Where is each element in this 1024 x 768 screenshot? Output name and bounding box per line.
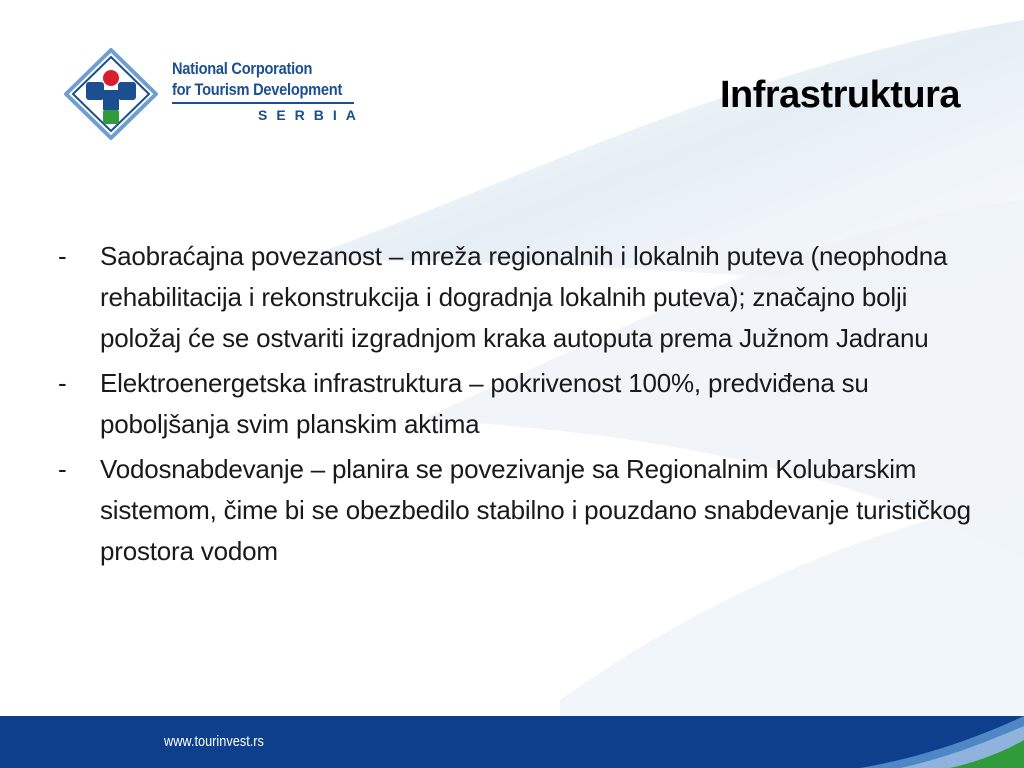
brand-logo (56, 44, 365, 144)
footer-bar (0, 716, 1024, 768)
bullet-dash: - (58, 368, 67, 398)
bullet-dash: - (58, 454, 67, 484)
tourism-cross-logo-icon (56, 44, 166, 144)
brand-name-line2: for Tourism Development (172, 80, 343, 99)
bullet-list (58, 236, 978, 576)
footer-website-link[interactable]: www.tourinvest.rs (164, 733, 264, 750)
slide-title: Infrastruktura (719, 74, 960, 116)
bullet-text: Elektroenergetska infrastruktura – pokrivenost 100%, predviđena su poboljšanja svim planskim aktima (100, 368, 869, 439)
bullet-text: Saobraćajna povezanost – mreža regionalnih i lokalnih puteva (neophodna rehabilitacija i rekonstrukcija i dogradnja lokalnih puteva); značajno bolji položaj će se ostvariti izgradnjom kraka autoputa prema Južnom Jadranu (100, 241, 948, 353)
bullet-item (58, 363, 978, 445)
brand-country: SERBIA (258, 107, 365, 123)
brand-divider (172, 102, 354, 104)
bullet-item (58, 449, 978, 572)
bullet-dash: - (58, 241, 67, 271)
bullet-item (58, 236, 978, 359)
brand-name-line1: National Corporation (172, 59, 313, 78)
bullet-text: Vodosnabdevanje – planira se povezivanje sa Regionalnim Kolubarskim sistemom, čime bi se obezbedilo stabilno i pouzdano snabdevanje turističkog prostora vodom (100, 454, 971, 566)
brand-text (172, 58, 370, 123)
